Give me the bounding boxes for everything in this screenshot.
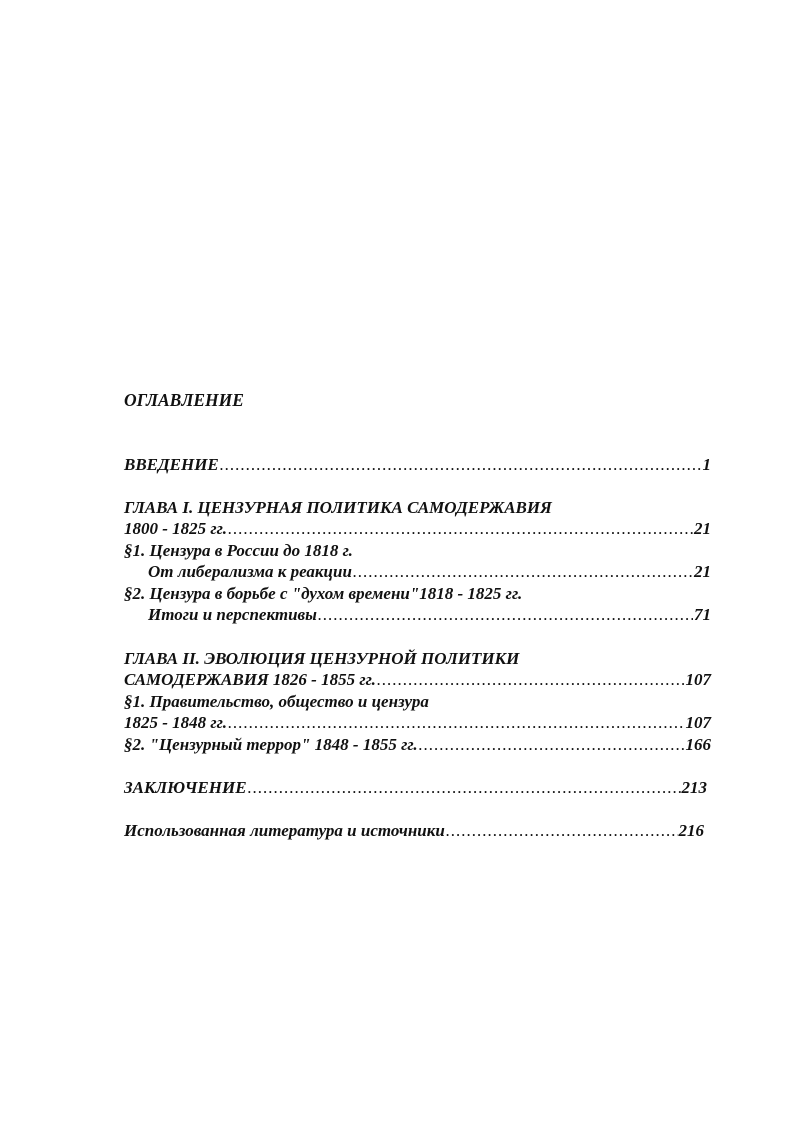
toc-entry-page: 21 [694, 519, 711, 538]
dot-leader [318, 605, 693, 625]
toc-entry-text: Итоги и перспективы [148, 605, 317, 624]
toc-entry [124, 455, 711, 475]
toc-entry [124, 713, 711, 733]
toc-entry-text: ЗАКЛЮЧЕНИЕ [124, 778, 247, 797]
toc-entry-text: 1825 - 1848 гг. [124, 713, 227, 732]
dot-leader [353, 562, 693, 582]
toc-entry-page: 71 [694, 605, 711, 624]
toc-entry [148, 562, 711, 582]
toc-entry-page: 21 [694, 562, 711, 581]
toc-entry-page: 107 [685, 713, 711, 732]
toc-title: ОГЛАВЛЕНИЕ [124, 390, 244, 410]
toc-entry [148, 605, 711, 625]
section-heading: §1. Правительство, общество и цензура [124, 692, 429, 711]
toc-entry-page: 166 [685, 735, 711, 754]
dot-leader [446, 821, 678, 841]
toc-entry [124, 778, 707, 798]
toc-entry [124, 670, 711, 690]
dot-leader [419, 735, 685, 755]
toc-entry-page: 107 [685, 670, 711, 689]
section-heading: §2. Цензура в борьбе с "духом времени"1818 - 1825 гг. [124, 584, 523, 603]
section-heading: §1. Цензура в России до 1818 г. [124, 541, 353, 560]
toc-entry [124, 735, 711, 755]
toc-entry [124, 519, 711, 539]
toc-entry-page: 213 [681, 778, 707, 797]
toc-entry-page: 216 [678, 821, 704, 840]
toc-entry-text: 1800 - 1825 гг. [124, 519, 227, 538]
toc-entry [124, 821, 704, 841]
dot-leader [228, 519, 693, 539]
toc-entry-text: От либерализма к реакции [148, 562, 352, 581]
dot-leader [220, 455, 702, 475]
chapter-heading: ГЛАВА II. ЭВОЛЮЦИЯ ЦЕНЗУРНОЙ ПОЛИТИКИ [124, 649, 520, 668]
toc-entry-text: ВВЕДЕНИЕ [124, 455, 219, 474]
toc-entry-text: Использованная литература и источники [124, 821, 445, 840]
dot-leader [248, 778, 681, 798]
dot-leader [377, 670, 685, 690]
dot-leader [228, 713, 685, 733]
toc-entry-text: САМОДЕРЖАВИЯ 1826 - 1855 гг. [124, 670, 376, 689]
toc-entry-text: §2. "Цензурный террор" 1848 - 1855 гг. [124, 735, 418, 754]
chapter-heading: ГЛАВА I. ЦЕНЗУРНАЯ ПОЛИТИКА САМОДЕРЖАВИЯ [124, 498, 552, 517]
toc-entry-page: 1 [702, 455, 711, 474]
